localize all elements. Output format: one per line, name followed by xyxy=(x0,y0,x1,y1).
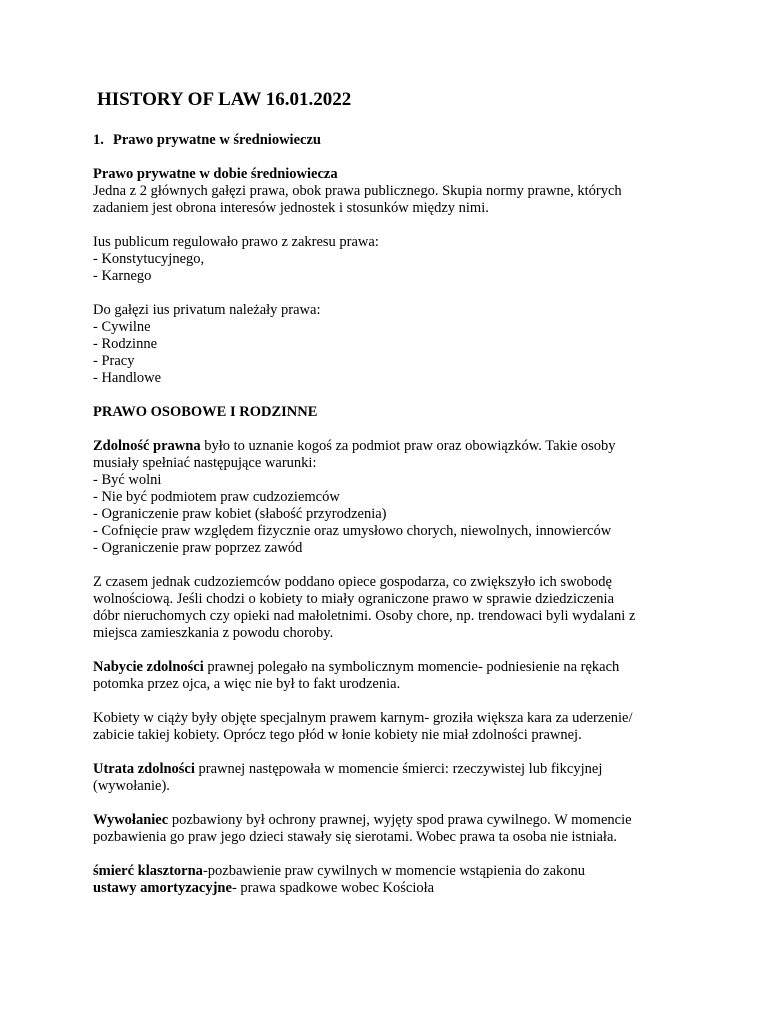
list-item: - Rodzinne xyxy=(93,336,158,352)
paragraph-ius-privatum xyxy=(93,302,683,387)
paragraph-loss xyxy=(93,761,683,795)
paragraph-legal-capacity xyxy=(93,438,683,557)
text-line: (wywołanie). xyxy=(93,778,170,794)
document-body xyxy=(93,88,683,897)
paragraph-acquisition xyxy=(93,659,683,693)
paragraph-foreigners-women xyxy=(93,574,683,642)
document-title: HISTORY OF LAW 16.01.2022 xyxy=(97,89,352,110)
text-run: - prawa spadkowe wobec Kościoła xyxy=(231,880,435,896)
text-line: dóbr nieruchomych czy opieki nad małoletnimi. Osoby chore, np. trendowaci byli wydalani z xyxy=(93,608,636,624)
text-line: Kobiety w ciąży były objęte specjalnym prawem karnym- groziła większa kara za uderzenie/ xyxy=(93,710,633,726)
text-line xyxy=(93,880,683,897)
text-line: pozbawienia go praw jego dzieci stawały się sierotami. Wobec prawa ta osoba nie istniała. xyxy=(93,829,618,845)
list-item: - Karnego xyxy=(93,268,152,284)
section-label: Prawo prywatne w średniowieczu xyxy=(113,132,321,148)
bold-term: ustawy amortyzacyjne xyxy=(93,880,232,896)
list-item: - Cywilne xyxy=(93,319,151,335)
text-line: zadaniem jest obrona interesów jednostek i stosunków między nimi. xyxy=(93,200,489,216)
list-item: - Konstytucyjnego, xyxy=(93,251,205,267)
list-item: - Handlowe xyxy=(93,370,162,386)
list-item: - Pracy xyxy=(93,353,135,369)
subheading: Prawo prywatne w dobie średniowiecza xyxy=(93,166,338,182)
text-line: zabicie takiej kobiety. Oprócz tego płód w łonie kobiety nie miał zdolności prawnej. xyxy=(93,727,582,743)
text-run: było to uznanie kogoś za podmiot praw oraz obowiązków. Takie osoby xyxy=(200,438,616,454)
list-intro: Do gałęzi ius privatum należały prawa: xyxy=(93,302,321,318)
list-item: - Ograniczenie praw kobiet (słabość przyrodzenia) xyxy=(93,506,387,522)
text-line: musiały spełniać następujące warunki: xyxy=(93,455,317,471)
text-run: -pozbawienie praw cywilnych w momencie wstąpienia do zakonu xyxy=(202,863,586,879)
text-run: prawnej polegało na symbolicznym momencie- podniesienie na rękach xyxy=(203,659,620,675)
paragraph-definition xyxy=(93,166,683,217)
text-line: Z czasem jednak cudzoziemców poddano opiece gospodarza, co zwiększyło ich swobodę xyxy=(93,574,612,590)
text-line xyxy=(93,761,683,778)
bold-term: Utrata zdolności xyxy=(93,761,195,777)
bold-term: Zdolność prawna xyxy=(93,438,201,454)
list-intro: Ius publicum regulowało prawo z zakresu prawa: xyxy=(93,234,379,250)
bold-term: śmierć klasztorna xyxy=(93,863,203,879)
text-line: wolnościową. Jeśli chodzi o kobiety to miały ograniczone prawo w sprawie dziedziczenia xyxy=(93,591,615,607)
section-number: 1. xyxy=(93,132,104,148)
text-line xyxy=(93,863,683,880)
list-item: - Ograniczenie praw poprzez zawód xyxy=(93,540,303,556)
text-line xyxy=(93,438,683,455)
paragraph-pregnant-women xyxy=(93,710,683,744)
text-line: miejsca zamieszkania z powodu choroby. xyxy=(93,625,334,641)
text-line xyxy=(93,659,683,676)
section-heading-personal-family-law: PRAWO OSOBOWE I RODZINNE xyxy=(93,404,318,420)
bold-term: Wywołaniec xyxy=(93,812,169,828)
text-line: Jedna z 2 głównych gałęzi prawa, obok prawa publicznego. Skupia normy prawne, których xyxy=(93,183,622,199)
section-heading-private-law xyxy=(93,132,683,149)
text-run: prawnej następowała w momencie śmierci: rzeczywistej lub fikcyjnej xyxy=(194,761,603,777)
paragraph-monastic-death xyxy=(93,863,683,897)
list-item: - Być wolni xyxy=(93,472,162,488)
text-line xyxy=(93,812,683,829)
bold-term: Nabycie zdolności xyxy=(93,659,204,675)
paragraph-ius-publicum xyxy=(93,234,683,285)
paragraph-outlaw xyxy=(93,812,683,846)
text-line: potomka przez ojca, a więc nie był to fakt urodzenia. xyxy=(93,676,401,692)
text-run: pozbawiony był ochrony prawnej, wyjęty spod prawa cywilnego. W momencie xyxy=(168,812,632,828)
list-item: - Nie być podmiotem praw cudzoziemców xyxy=(93,489,340,505)
list-item: - Cofnięcie praw względem fizycznie oraz umysłowo chorych, niewolnych, innowierców xyxy=(93,523,612,539)
